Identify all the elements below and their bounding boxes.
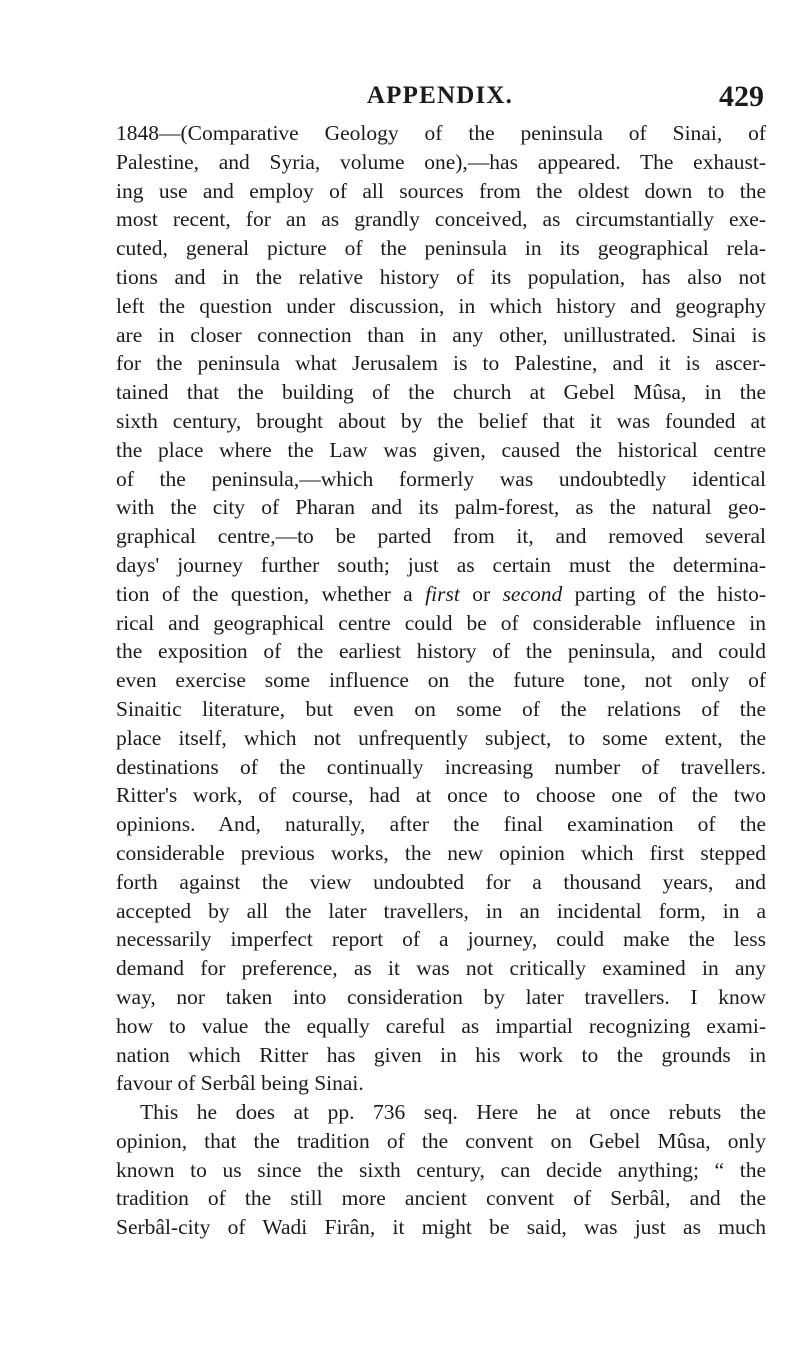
text-line: opinion, that the tradition of the convent on Gebel Mûsa, only <box>116 1128 766 1153</box>
text-line: tion of the question, whether a first or second parting of the histo- <box>116 581 766 606</box>
text-line: cuted, general picture of the peninsula in its geographical rela- <box>116 236 766 261</box>
italic-word-first: first <box>425 581 460 606</box>
text-line: place itself, which not unfrequently subject, to some extent, the <box>116 725 766 750</box>
text-line: nation which Ritter has given in his work to the grounds in <box>116 1042 766 1067</box>
text-line: ing use and employ of all sources from the oldest down to the <box>116 178 766 203</box>
text-line: sixth century, brought about by the belief that it was founded at <box>116 408 766 433</box>
text-line: Ritter's work, of course, had at once to choose one of the two <box>116 783 766 808</box>
text-line: necessarily imperfect report of a journey, could make the less <box>116 927 766 952</box>
text-line: graphical centre,—to be parted from it, and removed several <box>116 524 766 549</box>
text-line: tradition of the still more ancient convent of Serbâl, and the <box>116 1186 766 1211</box>
text-line: how to value the equally careful as impartial recognizing exami- <box>116 1013 766 1038</box>
paragraph-2 <box>116 1098 766 1242</box>
page-title: APPENDIX. <box>366 82 514 109</box>
text-line: 1848—(Comparative Geology of the peninsula of Sinai, of <box>116 121 766 145</box>
text-line: with the city of Pharan and its palm-forest, as the natural geo- <box>116 495 766 520</box>
text-line: of the peninsula,—which formerly was undoubtedly identical <box>116 466 766 491</box>
text-line: considerable previous works, the new opinion which first stepped <box>116 840 766 865</box>
text-line: Serbâl-city of Wadi Firân, it might be said, was just as much <box>116 1215 766 1240</box>
text-line: This he does at pp. 736 seq. Here he at once rebuts the <box>140 1100 766 1125</box>
italic-word-second: second <box>502 581 563 606</box>
text-line: accepted by all the later travellers, in an incidental form, in a <box>116 898 766 923</box>
text-line: most recent, for an as grandly conceived, as circumstantially exe- <box>116 207 766 232</box>
text-line: the place where the Law was given, caused the historical centre <box>116 437 766 462</box>
text-line: Sinaitic literature, but even on some of the relations of the <box>116 696 766 721</box>
running-head <box>116 82 764 116</box>
text-line: opinions. And, naturally, after the final examination of the <box>116 812 766 837</box>
text-line: tions and in the relative history of its population, has also not <box>116 264 766 289</box>
text-line: the exposition of the earliest history of the peninsula, and could <box>116 639 766 664</box>
text-line: are in closer connection than in any other, unillustrated. Sinai is <box>116 322 766 347</box>
text-line: destinations of the continually increasing number of travellers. <box>116 754 766 779</box>
text-line: forth against the view undoubted for a thousand years, and <box>116 869 766 894</box>
text-line: Palestine, and Syria, volume one),—has appeared. The exhaust- <box>116 149 766 174</box>
text-line: for the peninsula what Jerusalem is to Palestine, and it is ascer- <box>116 351 766 376</box>
text-line: even exercise some influence on the future tone, not only of <box>116 668 766 693</box>
text-line: left the question under discussion, in which history and geography <box>116 293 766 318</box>
text-line: days' journey further south; just as certain must the determina- <box>116 552 766 577</box>
text-line: known to us since the sixth century, can decide anything; “ the <box>116 1157 766 1182</box>
text-line: tained that the building of the church at Gebel Mûsa, in the <box>116 380 766 405</box>
text-line: demand for preference, as it was not critically examined in any <box>116 956 766 981</box>
text-line: favour of Serbâl being Sinai. <box>116 1071 364 1096</box>
body-text <box>116 119 766 1242</box>
text-line: rical and geographical centre could be of considerable influence in <box>116 610 766 635</box>
text-line: way, nor taken into consideration by later travellers. I know <box>116 984 766 1009</box>
page-number: 429 <box>719 80 764 113</box>
paragraph-1 <box>116 119 766 1098</box>
